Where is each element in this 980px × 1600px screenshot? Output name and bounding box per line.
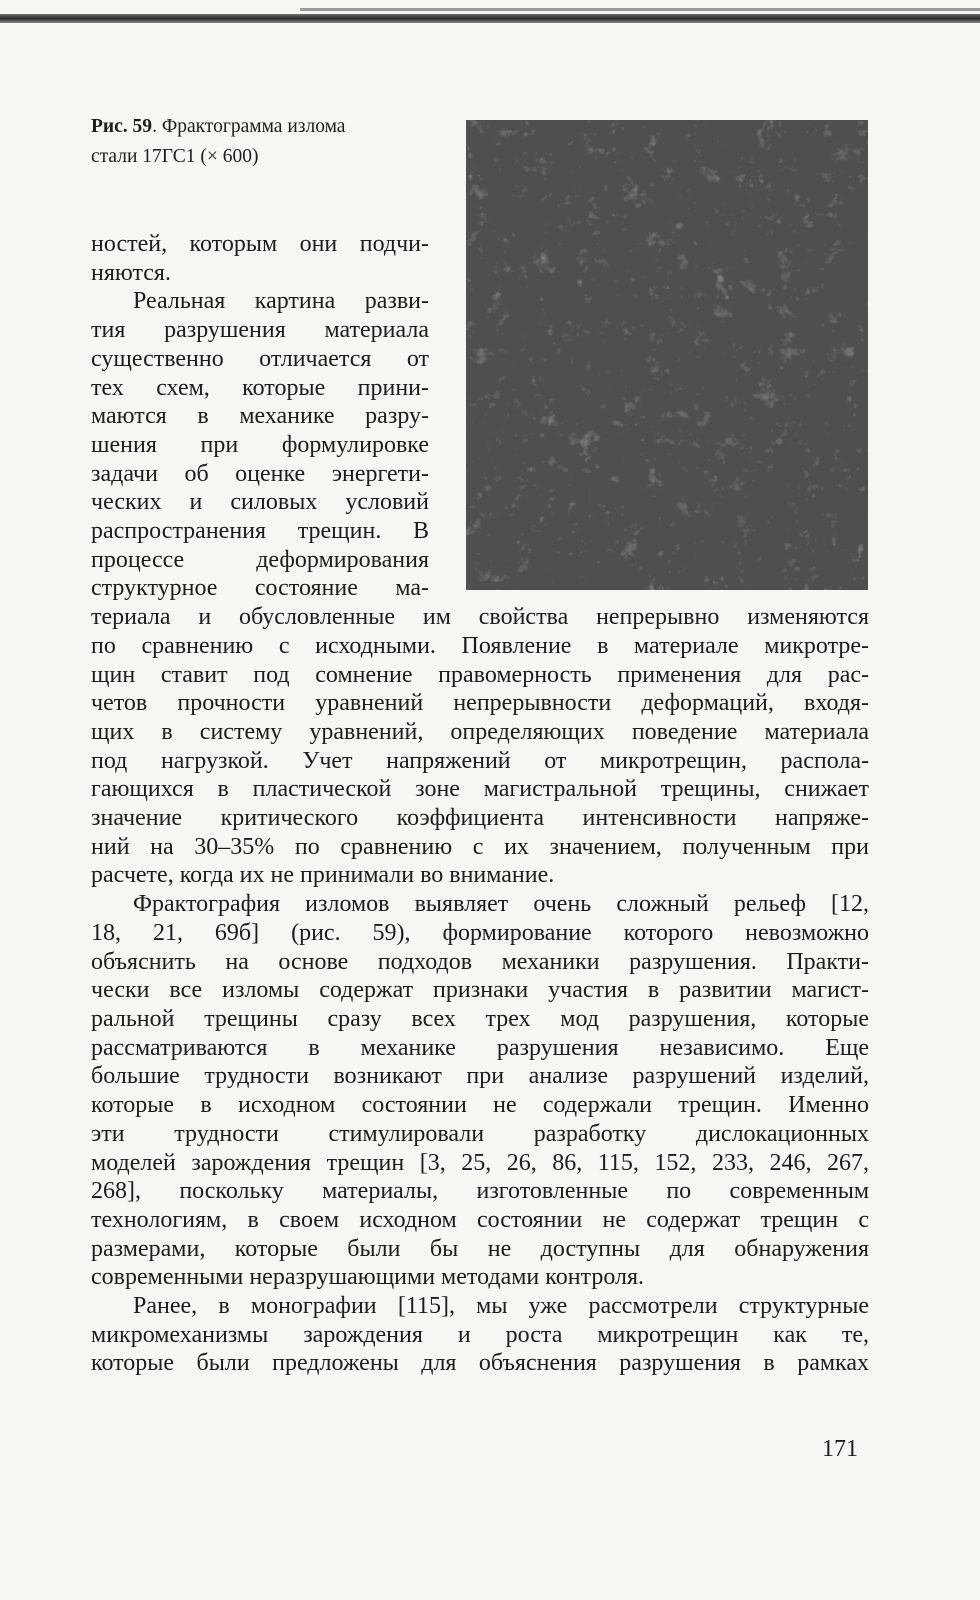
text-line: задачи об оценке энергети- [91, 460, 429, 487]
text-line: микромеханизмы зарождения и роста микротрещин как те, [91, 1321, 869, 1348]
top-edge-shadow [300, 8, 980, 11]
text-line: чески все изломы содержат признаки участия в развитии магист- [91, 977, 869, 1004]
text-line: териала и обусловленные им свойства непрерывно изменяются [91, 604, 869, 631]
text-line: Ранее, в монографии [115], мы уже рассмотрели структурные [133, 1293, 869, 1320]
paragraph-1-narrow [91, 287, 429, 603]
text-line: расчете, когда их не принимали во внимание. [91, 862, 555, 889]
text-line: рассматриваются в механике разрушения независимо. Еще [91, 1034, 869, 1061]
paragraph-2 [91, 890, 869, 1292]
body-text [91, 230, 869, 1378]
paragraph-1-full [91, 603, 869, 890]
text-line: гающихся в пластической зоне магистральной трещины, снижает [91, 776, 869, 803]
text-line: структурное состояние ма- [91, 575, 429, 602]
text-line: 18, 21, 69б] (рис. 59), формирование которого невозможно [91, 919, 869, 946]
text-line: ральной трещины сразу всех трех мод разрушения, которые [91, 1005, 869, 1032]
text-line: распространения трещин. В [91, 518, 429, 545]
text-line: моделей зарождения трещин [3, 25, 26, 86, 115, 152, 233, 246, 267, [91, 1149, 869, 1176]
paragraph-0 [91, 230, 429, 287]
text-line: современными неразрушающими методами контроля. [91, 1264, 645, 1291]
text-line: четов прочности уравнений непрерывности деформаций, входя- [91, 690, 869, 717]
text-line: размерами, которые были бы не доступны для обнаружения [91, 1235, 869, 1262]
text-line: ческих и силовых условий [91, 489, 429, 516]
text-line: шения при формулировке [91, 431, 429, 458]
text-line: эти трудности стимулировали разработку дислокационных [91, 1120, 869, 1147]
text-line: объяснить на основе подходов механики разрушения. Практи- [91, 948, 869, 975]
text-line: большие трудности возникают при анализе разрушений изделий, [91, 1063, 869, 1090]
text-line: 268], поскольку материалы, изготовленные по современным [91, 1178, 869, 1205]
text-line: по сравнению с исходными. Появление в материале микротре- [91, 632, 869, 659]
text-line: которые в исходном состоянии не содержали трещин. Именно [91, 1092, 869, 1119]
figure-caption [91, 112, 436, 172]
top-rule [0, 14, 980, 23]
text-line: щин ставит под сомнение правомерность применения для рас- [91, 661, 869, 688]
text-line: Реальная картина разви- [133, 288, 429, 315]
caption-text-line2: стали 17ГС1 (× 600) [91, 146, 259, 167]
text-line: существенно отличается от [91, 345, 429, 372]
text-line: тех схем, которые прини- [91, 374, 429, 401]
text-line: щих в систему уравнений, определяющих поведение материала [91, 718, 869, 745]
paragraph-3 [91, 1292, 869, 1378]
text-line: ний на 30–35% по сравнению с их значением, полученным при [91, 833, 869, 860]
text-line: технологиям, в своем исходном состоянии не содержат трещин с [91, 1206, 869, 1233]
text-line: ностей, которым они подчи- [91, 231, 429, 257]
text-line: значение критического коэффициента интенсивности напряже- [91, 805, 869, 832]
figure-label: Рис. 59 [91, 116, 153, 137]
text-line: Фрактография изломов выявляет очень сложный рельеф [12, [133, 891, 869, 918]
page-number: 171 [822, 1436, 858, 1462]
text-line: тия разрушения материала [91, 317, 429, 344]
text-line: под нагрузкой. Учет напряжений от микротрещин, распола- [91, 747, 869, 774]
caption-text-line1: . Фрактограмма излома [152, 116, 346, 137]
text-line: няются. [91, 259, 171, 286]
text-line: маются в механике разру- [91, 403, 429, 430]
text-line: которые были предложены для объяснения разрушения в рамках [91, 1350, 869, 1377]
text-line: процессе деформирования [91, 546, 429, 573]
